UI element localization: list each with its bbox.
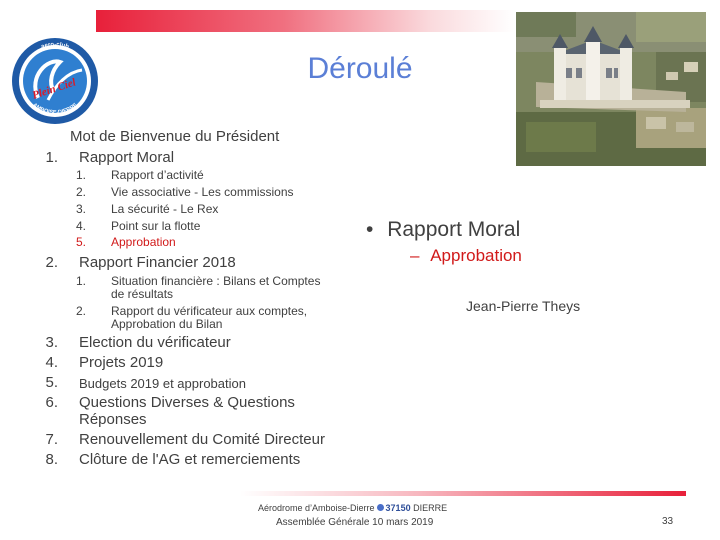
sub-item-number: 4. [75, 219, 86, 233]
agenda-item-projets: Projets 2019 [79, 354, 164, 371]
agenda-item-number: 3. [45, 334, 58, 351]
agenda-item-election: Election du vérificateur [79, 334, 231, 351]
sub-item-number: 1. [75, 168, 86, 182]
agenda-item-number: 6. [45, 394, 58, 411]
agenda-item-questions: Questions Diverses & Questions Réponses [79, 394, 295, 428]
agenda-item-number: 4. [45, 354, 58, 371]
sub-item-approbation-active: Approbation [111, 235, 176, 249]
sub-item-situation-financiere: Situation financière : Bilans et Comptes [111, 274, 321, 288]
slide-title: Déroulé [307, 52, 413, 85]
footer-aerodrome: Aérodrome d’Amboise-Dierre [258, 503, 375, 513]
dash-icon: – [410, 246, 420, 265]
speaker-name: Jean-Pierre Theys [466, 298, 581, 314]
footer-city: DIERRE [413, 503, 448, 513]
footer-address [258, 503, 447, 513]
sub-item-vie-associative: Vie associative - Les commissions [111, 185, 294, 199]
current-topic [366, 218, 520, 242]
sub-item-securite: La sécurité - Le Rex [111, 202, 219, 216]
bullet-icon: • [366, 218, 374, 241]
agenda-item-rapport-financier: Rapport Financier 2018 [79, 254, 236, 271]
sub-item-number: 1. [75, 274, 86, 288]
footer-postal-code: 37150 [385, 503, 411, 513]
dot-icon [377, 504, 384, 511]
sub-item-activite: Rapport d’activité [111, 168, 204, 182]
sub-item-verificateur-comptes: Rapport du vérificateur aux comptes, [111, 304, 308, 318]
sub-item-number-active: 5. [75, 235, 86, 249]
page-number: 33 [662, 516, 674, 527]
agenda-item-number: 7. [45, 431, 58, 448]
footer-gradient-line [240, 491, 686, 496]
header-gradient-bar [96, 10, 514, 32]
agenda-item-number: 2. [45, 254, 58, 271]
agenda-item-rapport-moral: Rapport Moral [79, 149, 175, 166]
current-topic-label: Rapport Moral [387, 218, 521, 241]
footer-event: Assemblée Générale 10 mars 2019 [276, 517, 434, 528]
sub-item-number: 2. [75, 185, 86, 199]
logo-script-text: Plein Ciel [30, 76, 78, 102]
agenda-item-number: 5. [45, 374, 58, 391]
chateau-photo [516, 12, 706, 166]
sub-item-situation-financiere-cont: de résultats [111, 287, 174, 301]
sub-item-verificateur-comptes-cont: Approbation du Bilan [111, 317, 223, 331]
agenda-item-budgets: Budgets 2019 et approbation [79, 376, 246, 391]
agenda-item-renouvellement: Renouvellement du Comité Directeur [79, 431, 325, 448]
agenda-item-number: 1. [45, 149, 58, 166]
agenda-item-cloture: Clôture de l'AG et remerciements [79, 451, 301, 468]
sub-item-number: 3. [75, 202, 86, 216]
club-logo [8, 36, 102, 126]
logo-ring-bottom-text: AMBOISE-DIERRE [31, 102, 79, 116]
sub-item-flotte: Point sur la flotte [111, 219, 201, 233]
current-subtopic [410, 246, 522, 266]
agenda-intro: Mot de Bienvenue du Président [70, 128, 280, 145]
logo-ring-top-text: aero-club [40, 41, 70, 51]
current-subtopic-label: Approbation [430, 246, 522, 265]
sub-item-number: 2. [75, 304, 86, 318]
agenda-item-number: 8. [45, 451, 58, 468]
